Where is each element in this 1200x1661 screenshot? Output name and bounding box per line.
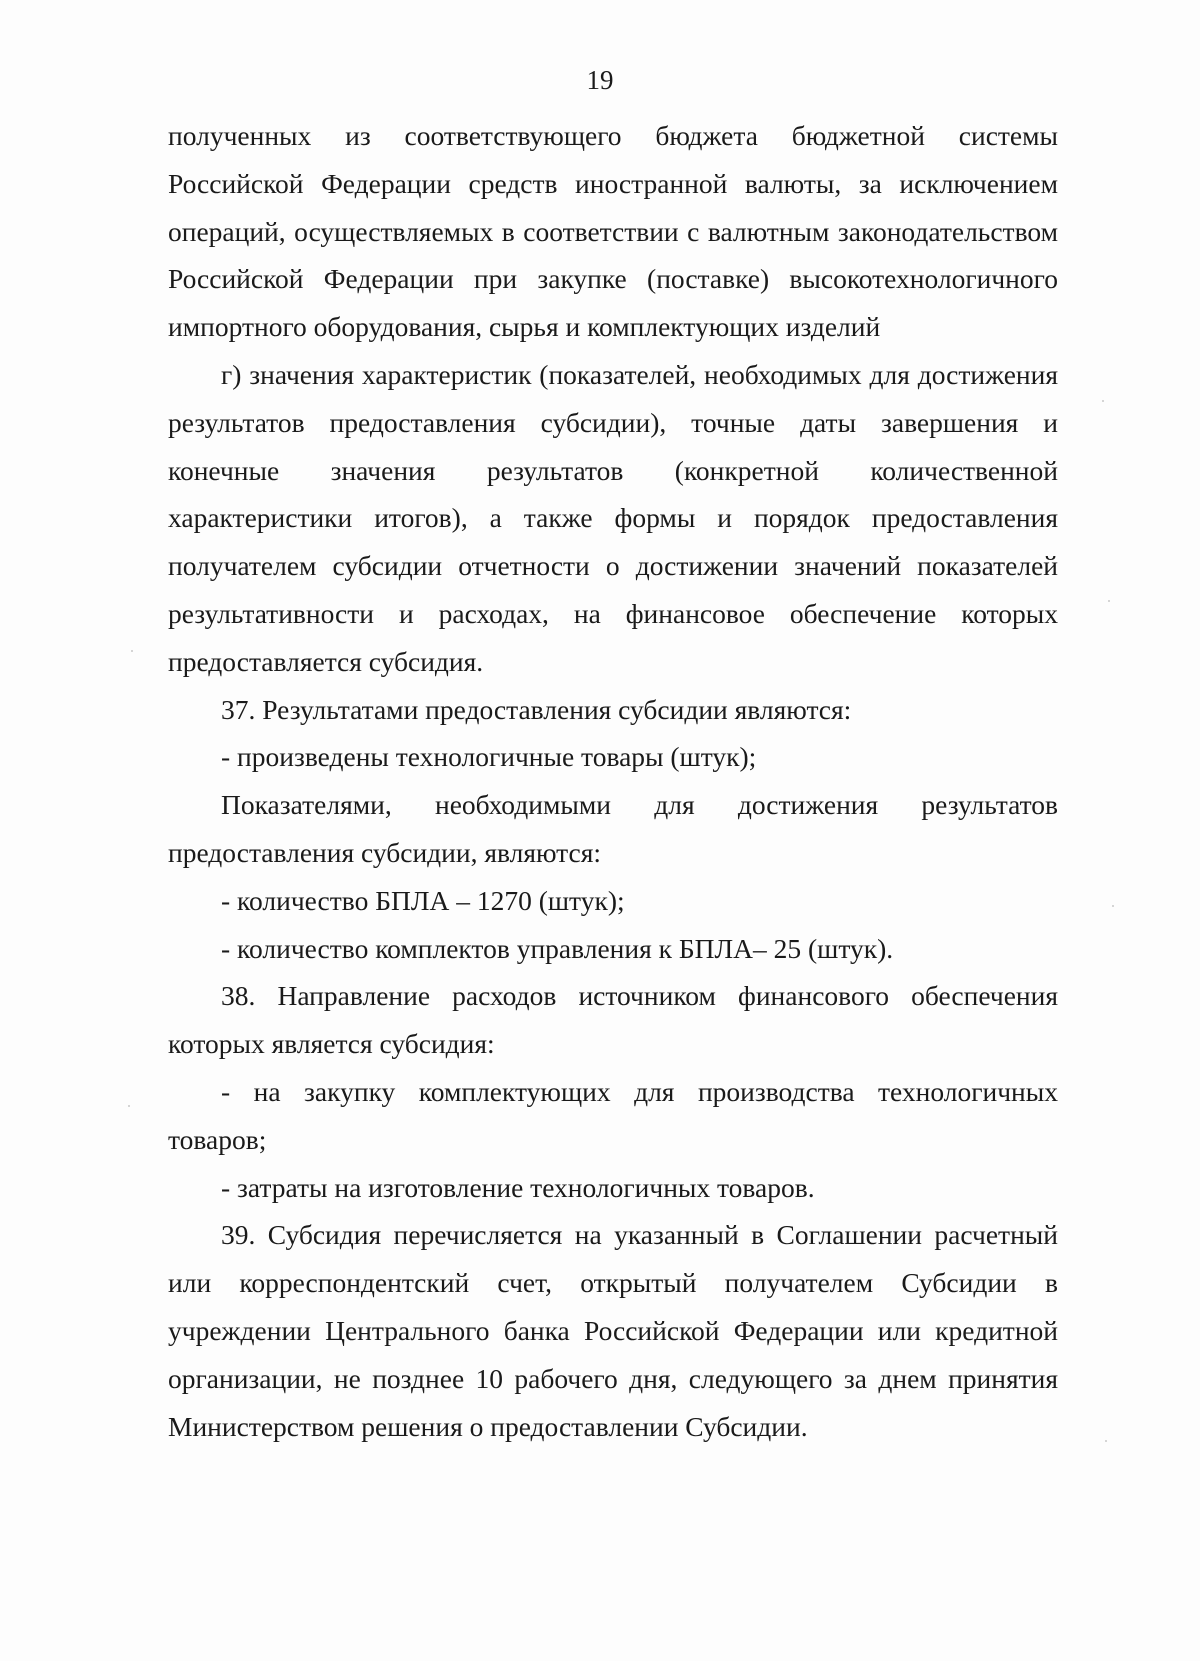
scan-speck: [1108, 600, 1110, 602]
scan-speck: [1102, 400, 1104, 402]
scan-speck: [1105, 1440, 1107, 1442]
list-item-manufacturing: - затраты на изготовление технологичных товаров.: [221, 1171, 815, 1203]
list-item-uav-count: - количество БПЛА – 1270 (штук);: [221, 884, 625, 916]
paragraph-item-g: г) значения характеристик (показателей, необходимых для достижения результатов предоставления субсидии), точные даты завершения и конечные значения результатов (конкретной количественной характеристики итогов), а также формы и порядок предоставления получателем субсидии отчетности о достижении значений показателей результативности и расходах, на финансовое обеспечение которых предоставляется субсидия.: [168, 358, 1058, 677]
list-item-components: - на закупку комплектующих для производства технологичных товаров;: [168, 1075, 1058, 1155]
scan-speck: [1112, 905, 1114, 907]
paragraph-continuation: полученных из соответствующего бюджета бюджетной системы Российской Федерации средств иностранной валюты, за исключением операций, осуществляемых в соответствии с валютным законодательством Российской Федерации при закупке (поставке) высокотехнологичного импортного оборудования, сырья и комплектующих изделий: [168, 120, 1058, 343]
paragraph-37: 37. Результатами предоставления субсидии являются:: [221, 693, 852, 725]
document-body: [168, 112, 1058, 1450]
list-item-result: - произведены технологичные товары (штук);: [221, 741, 757, 773]
page-number: 19: [586, 65, 614, 95]
paragraph-indicators: Показателями, необходимыми для достижения результатов предоставления субсидии, являются:: [168, 789, 1058, 868]
scan-speck: [128, 1105, 130, 1107]
list-item-control-sets: - количество комплектов управления к БПЛА– 25 (штук).: [221, 932, 894, 964]
paragraph-38: 38. Направление расходов источником финансового обеспечения которых является субсидия:: [168, 980, 1058, 1060]
scan-speck: [131, 650, 133, 652]
paragraph-39: 39. Субсидия перечисляется на указанный в Соглашении расчетный или корреспондентский счет, открытый получателем Субсидии в учреждении Центрального банка Российской Федерации или кредитной организации, не позднее 10 рабочего дня, следующего за днем принятия Министерством решения о предоставлении Субсидии.: [168, 1219, 1058, 1442]
